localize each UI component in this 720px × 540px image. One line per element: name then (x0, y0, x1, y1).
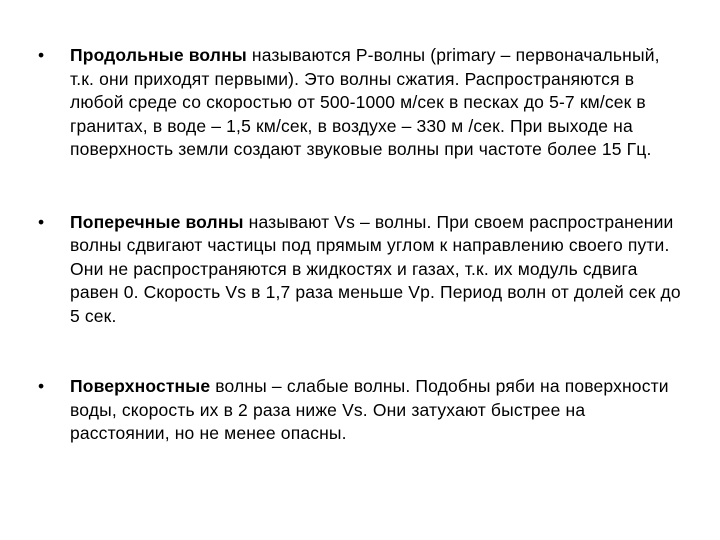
bullet-term: Поперечные волны (70, 211, 244, 232)
bullet-marker: • (38, 376, 45, 396)
bullet-item-transverse-waves (38, 211, 688, 329)
bullet-text: называются P-волны (primary – первоначальный, т.к. они приходят первыми). Это волны сжатия. Распространяются в любой среде со скоростью от 500-1000 м/сек в песках до 5-7 км/сек в гранитах, в воде – 1,5 км/сек, в воздухе – 330 м /сек. При выходе на поверхность земли создают звуковые волны при частоте более 15 Гц. (70, 45, 660, 159)
bullet-term: Продольные волны (70, 45, 247, 65)
bullet-item-longitudinal-waves (38, 44, 688, 162)
bullet-item-surface-waves (38, 375, 688, 446)
bullet-term: Поверхностные (70, 376, 211, 396)
bullet-text: волны – слабые волны. Подобны ряби на поверхности воды, скорость их в 2 раза ниже Vs. Они затухают быстрее на расстоянии, но не менее опасны. (70, 376, 669, 443)
bullet-marker: • (38, 211, 45, 232)
bullet-list (38, 44, 688, 446)
bullet-marker: • (38, 45, 45, 65)
bullet-text: называют Vs – волны. При своем распространении волны сдвигают частицы под прямым углом к направлению своего пути. Они не распространяются в жидкостях и газах, т.к. их модуль сдвига равен 0. Скорость Vs в 1,7 раза меньше Vp. Период волн от долей сек до 5 сек. (70, 211, 681, 326)
